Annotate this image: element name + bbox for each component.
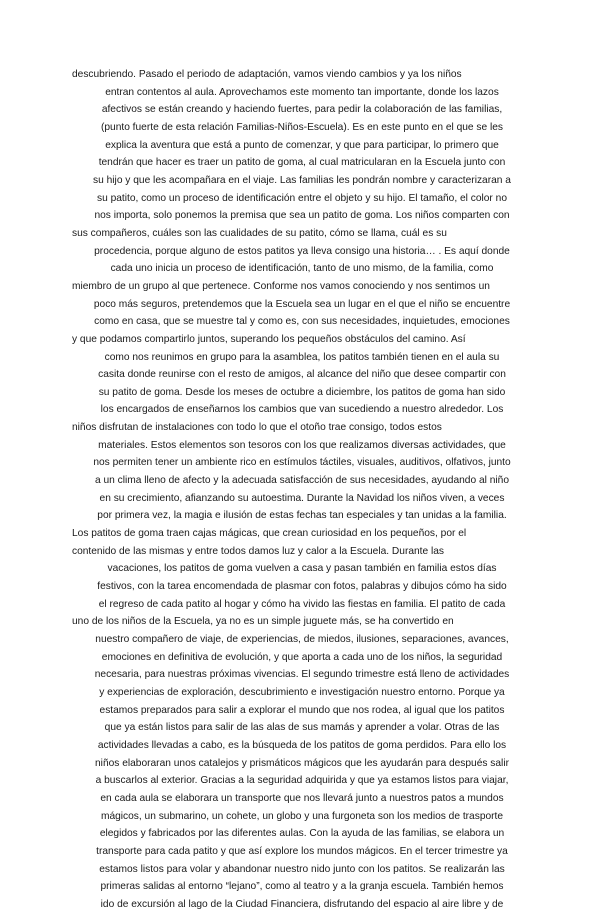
text-line: contenido de las mismas y entre todos damos luz y calor a la Escuela. Durante las bbox=[72, 545, 445, 557]
text-line: entran contentos al aula. Aprovechamos este momento tan importante, donde los lazos bbox=[105, 86, 499, 98]
text-line: necesaria, para nuestras próximas vivencias. El segundo trimestre está lleno de actividades bbox=[94, 669, 510, 681]
text-line: nuestro compañero de viaje, de experiencias, de miedos, ilusiones, separaciones, avances, bbox=[95, 634, 509, 645]
text-line: en cada aula se elaborara un transporte que nos llevará junto a nuestros patos a mundos bbox=[100, 792, 504, 804]
text-line: festivos, con la tarea encomendada de plasmar con fotos, palabras y dibujos cómo ha sido bbox=[97, 581, 507, 593]
text-line: niños elaboraran unos catalejos y prismáticos mágicos que les ayudarán para después salir bbox=[95, 757, 509, 769]
text-line: nos importa, solo ponemos la premisa que sea un patito de goma. Los niños comparten con bbox=[94, 210, 510, 222]
text-line: tendrán que hacer es traer un patito de goma, al cual matricularan en la Escuela junto con bbox=[98, 157, 506, 169]
text-line: ido de excursión al lago de la Ciudad Financiera, disfrutando del espacio al aire libre y de bbox=[100, 898, 504, 910]
text-line: elegidos y fabricados por las diferentes aulas. Con la ayuda de las familias, se elabora un bbox=[99, 828, 505, 840]
text-line: a buscarlos al exterior. Gracias a la seguridad adquirida y que ya estamos listos para viajar, bbox=[95, 775, 509, 787]
text-line: como nos reunimos en grupo para la asamblea, los patitos también tienen en el aula su bbox=[104, 351, 500, 363]
text-line: por primera vez, la magia e ilusión de estas fechas tan especiales y tan unidas a la familia. bbox=[97, 510, 507, 522]
text-line: que ya están listos para salir de las alas de sus mamás y aprender a volar. Otras de las bbox=[104, 722, 500, 734]
text-line: niños disfrutan de instalaciones con todo lo que el otoño trae consigo, todos estos bbox=[72, 422, 442, 434]
text-line: sus compañeros, cuáles son las cualidades de su patito, cómo se llama, cuál es su bbox=[72, 227, 447, 239]
text-line: uno de los niños de la Escuela, ya no es un simple juguete más, se ha convertido en bbox=[72, 616, 454, 628]
text-line: como en casa, que se muestre tal y como es, con sus necesidades, inquietudes, emociones bbox=[94, 316, 510, 328]
text-line: actividades llevadas a cabo, es la búsqueda de los patitos de goma perdidos. Para ello los bbox=[97, 739, 507, 751]
text-line: en su crecimiento, afianzando su autoestima. Durante la Navidad los niños viven, a veces bbox=[99, 492, 505, 504]
text-line: explica la aventura que está a punto de comenzar, y que para participar, lo primero que bbox=[105, 139, 499, 151]
text-line: cada uno inicia un proceso de identificación, tanto de uno mismo, de la familia, como bbox=[110, 263, 494, 275]
text-line: emociones en definitiva de evolución, y que aporta a cada uno de los niños, la seguridad bbox=[101, 651, 503, 663]
text-line: su patito, como un proceso de identificación entre el objeto y su hijo. El tamaño, el color no bbox=[96, 192, 507, 204]
text-line: descubriendo. Pasado el periodo de adaptación, vamos viendo cambios y ya los niños bbox=[72, 69, 462, 80]
text-line: procedencia, porque alguno de estos patitos ya lleva consigo una historia… . Es aquí donde bbox=[94, 245, 510, 257]
text-line: transporte para cada patito y que así explore los mundos mágicos. En el tercer trimestre ya bbox=[96, 845, 508, 857]
text-line: miembro de un grupo al que pertenece. Conforme nos vamos conociendo y nos sentimos un bbox=[72, 280, 490, 292]
text-line: poco más seguros, pretendemos que la Escuela sea un lugar en el que el niño se encuentre bbox=[93, 298, 511, 310]
text-line: nos permiten tener un ambiente rico en estímulos táctiles, visuales, auditivos, olfativos, junto bbox=[93, 457, 511, 469]
text-line: vacaciones, los patitos de goma vuelven a casa y pasan también en familia estos días bbox=[107, 563, 497, 575]
text-line: el regreso de cada patito al hogar y cómo ha vivido las fiestas en familia. El patito de cada bbox=[98, 598, 506, 610]
text-line: y que podamos compartirlo juntos, superando los pequeños obstáculos del camino. Así bbox=[72, 333, 466, 345]
text-line: estamos preparados para salir a explorar el mundo que nos rodea, al igual que los patitos bbox=[99, 704, 505, 716]
text-line: casita donde reunirse con el resto de amigos, al alcance del niño que desee compartir con bbox=[98, 369, 506, 381]
text-line: materiales. Estos elementos son tesoros con los que realizamos diversas actividades, que bbox=[98, 439, 506, 451]
text-line: y experiencias de exploración, descubrimiento e investigación nuestro entorno. Porque ya bbox=[99, 686, 505, 698]
text-line: afectivos se están creando y haciendo fuertes, para pedir la colaboración de las familias, bbox=[101, 104, 503, 116]
text-line: su hijo y que les acompañara en el viaje. Las familias les pondrán nombre y caracterizaran a bbox=[93, 174, 511, 186]
body-text bbox=[72, 66, 532, 914]
text-line: estamos listos para volar y abandonar nuestro nido junto con los patitos. Se realizarán las bbox=[99, 863, 505, 875]
text-line: (punto fuerte de esta relación Familias-Niños-Escuela). Es en este punto en el que se les bbox=[100, 121, 504, 133]
text-line: los encargados de enseñarnos los cambios que van sucediendo a nuestro alrededor. Los bbox=[100, 404, 504, 416]
text-line: a un clima lleno de afecto y la adecuada satisfacción de sus necesidades, ayudando al niño bbox=[94, 475, 509, 487]
text-line: su patito de goma. Desde los meses de octubre a diciembre, los patitos de goma han sido bbox=[98, 386, 506, 398]
text-line: mágicos, un submarino, un cohete, un globo y una furgoneta son los medios de trasporte bbox=[100, 810, 504, 822]
text-line: Los patitos de goma traen cajas mágicas, que crean curiosidad en los pequeños, por el bbox=[72, 528, 467, 540]
text-line: primeras salidas al entorno “lejano”, como al teatro y a la granja escuela. También hemos bbox=[100, 881, 504, 893]
